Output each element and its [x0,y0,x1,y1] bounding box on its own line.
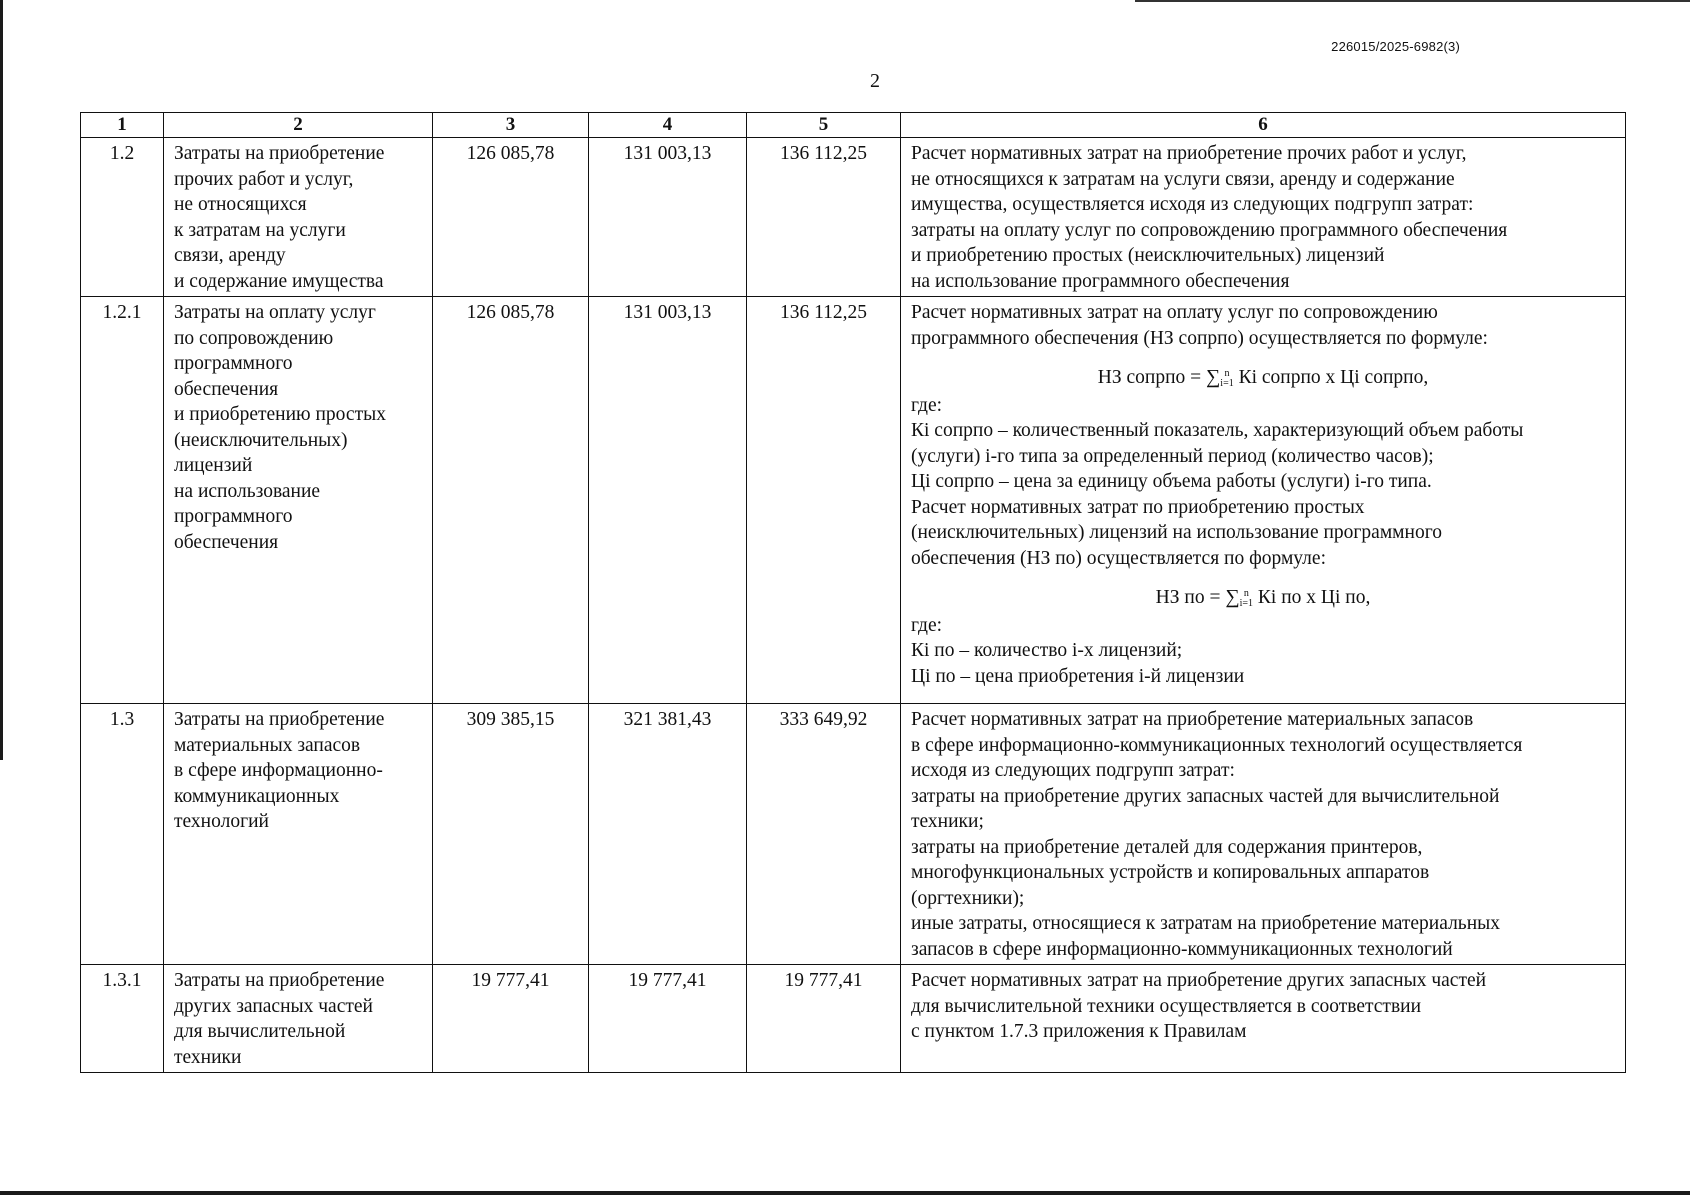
calculation-description: Расчет нормативных затрат на приобретение прочих работ и услуг, не относящихся к затратам на услуги связи, аренду и содержание имущества, осуществляется исходя из следующих подгрупп затрат: затраты на оплату услуг по сопровождению программного обеспечения и приобретению простых (неисключительных) лицензий на использование программного обеспечения [901,138,1626,297]
sum-upper-limit: n [1224,367,1230,379]
row-number: 1.2 [81,138,164,297]
table-header-row [81,113,1626,138]
cost-item-name: Затраты на приобретение прочих работ и услуг, не относящихся к затратам на услуги связи, аренду и содержание имущества [164,138,433,297]
sum-limits [1240,589,1253,609]
value-col-3: 19 777,41 [433,965,589,1073]
cost-item-name: Затраты на приобретение других запасных частей для вычислительной техники [164,965,433,1073]
calculation-description: Расчет нормативных затрат на приобретение других запасных частей для вычислительной техники осуществляется в соответствии с пунктом 1.7.3 приложения к Правилам [901,965,1626,1073]
document-id: 226015/2025-6982(3) [1331,39,1460,54]
calculation-description [901,297,1626,704]
column-header-1: 1 [81,113,164,138]
value-col-4: 19 777,41 [589,965,747,1073]
table-row [81,297,1626,704]
description-middle: где: Кi сопрпо – количественный показатель, характеризующий объем работы (услуги) i-го типа за определенный период (количество часов); Цi сопрпо – цена за единицу объема работы (услуги) i-го типа. Расчет нормативных затрат по приобретению простых (неисключительных) лицензий на использование программного обеспечения (НЗ по) осуществляется по формуле: [911,394,1524,569]
sum-upper-limit: n [1243,587,1249,599]
table-row [81,965,1626,1073]
formula-right: Кi по х Цi по, [1253,587,1371,608]
column-header-6: 6 [901,113,1626,138]
formula-po [911,585,1615,611]
row-number: 1.3.1 [81,965,164,1073]
value-col-4: 321 381,43 [589,704,747,965]
column-header-5: 5 [747,113,901,138]
description-end: где: Кi по – количество i-х лицензий; Цi по – цена приобретения i-й лицензии [911,614,1245,687]
value-col-4: 131 003,13 [589,297,747,704]
value-col-5: 19 777,41 [747,965,901,1073]
column-header-4: 4 [589,113,747,138]
calculation-description: Расчет нормативных затрат на приобретение материальных запасов в сфере информационно-коммуникационных технологий осуществляется исходя из следующих подгрупп затрат: затраты на приобретение других запасных частей для вычислительной техники; затраты на приобретение деталей для содержания принтеров, многофункциональных устройств и копировальных аппаратов (оргтехники); иные затраты, относящиеся к затратам на приобретение материальных запасов в сфере информационно-коммуникационных технологий [901,704,1626,965]
formula-left: НЗ по = [1155,587,1226,608]
sum-limits [1220,369,1233,389]
sum-icon: ∑ [1206,366,1221,388]
row-number: 1.2.1 [81,297,164,704]
table-row [81,704,1626,965]
description-intro: Расчет нормативных затрат на оплату услуг по сопровождению программного обеспечения (НЗ сопрпо) осуществляется по формуле: [911,302,1488,349]
value-col-3: 126 085,78 [433,297,589,704]
value-col-3: 126 085,78 [433,138,589,297]
formula-right: Кi сопрпо х Цi сопрпо, [1233,367,1429,388]
cost-item-name: Затраты на оплату услуг по сопровождению программного обеспечения и приобретению простых (неисключительных) лицензий на использование программного обеспечения [164,297,433,704]
sum-icon: ∑ [1225,586,1240,608]
formula-left: НЗ сопрпо = [1097,367,1207,388]
sum-lower-limit: i=1 [1220,377,1234,389]
value-col-5: 136 112,25 [747,138,901,297]
row-number: 1.3 [81,704,164,965]
column-header-3: 3 [433,113,589,138]
value-col-5: 333 649,92 [747,704,901,965]
scan-edge-bottom [0,1191,1690,1195]
table-row [81,138,1626,297]
formula-sopr-po [911,365,1615,391]
sum-lower-limit: i=1 [1239,597,1254,609]
cost-table [80,112,1626,1073]
scan-line-top [1135,0,1690,2]
scan-edge-left [0,0,3,760]
value-col-4: 131 003,13 [589,138,747,297]
value-col-3: 309 385,15 [433,704,589,965]
cost-item-name: Затраты на приобретение материальных запасов в сфере информационно- коммуникационных технологий [164,704,433,965]
column-header-2: 2 [164,113,433,138]
value-col-5: 136 112,25 [747,297,901,704]
page-number: 2 [870,70,880,92]
